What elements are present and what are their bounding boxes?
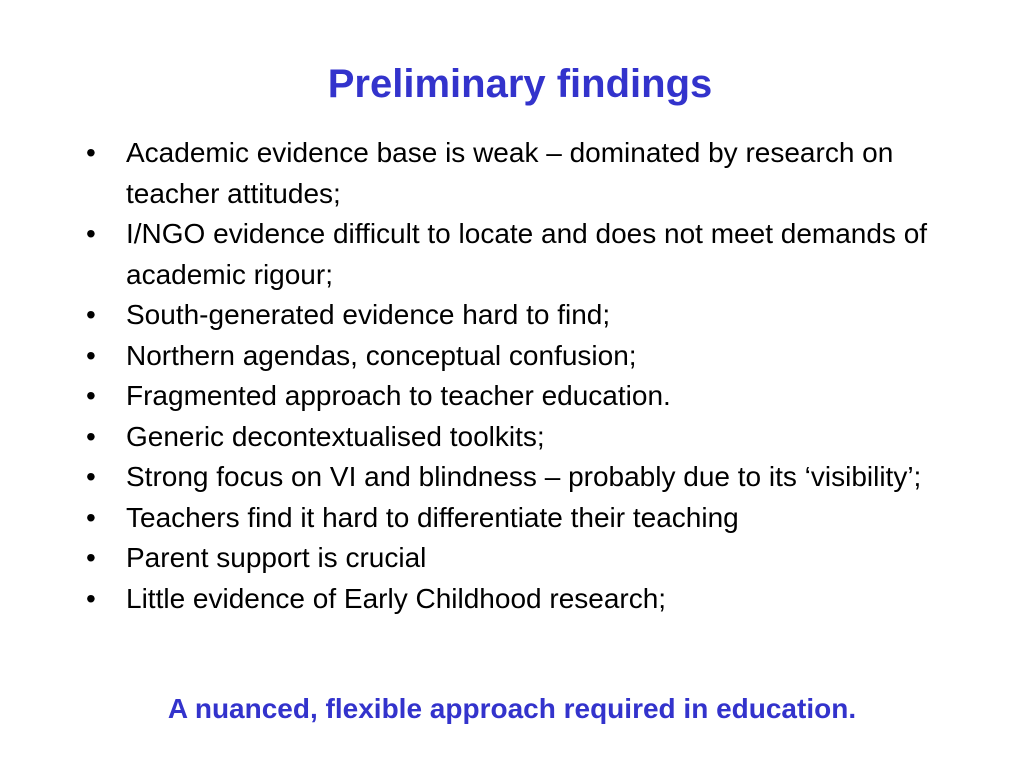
bullet-marker: • (86, 339, 96, 371)
bullet-marker: • (86, 380, 96, 411)
bullet-marker: • (86, 461, 96, 492)
list-item (0, 579, 1024, 620)
list-item (0, 133, 1024, 214)
conclusion-text: A nuanced, flexible approach required in education. (167, 693, 857, 724)
bullet-text: South-generated evidence hard to find; (126, 299, 611, 330)
bullet-text: Teachers find it hard to differentiate their teaching (126, 501, 739, 533)
bullet-marker: • (86, 137, 96, 168)
bullet-text: I/NGO evidence difficult to locate and does not meet demands of academic rigour; (126, 218, 928, 290)
bullet-text: Little evidence of Early Childhood research; (126, 582, 667, 614)
list-item (0, 336, 1024, 377)
list-item (0, 417, 1024, 458)
findings-list (0, 133, 1024, 619)
bullet-marker: • (86, 218, 96, 249)
bullet-text: Northern agendas, conceptual confusion; (126, 339, 637, 371)
bullet-text: Strong focus on VI and blindness – probably due to its ‘visibility’; (126, 461, 922, 492)
bullet-marker: • (86, 501, 96, 533)
list-item (0, 295, 1024, 336)
bullet-marker: • (86, 299, 96, 330)
list-item (0, 214, 1024, 295)
bullet-text: Parent support is crucial (126, 542, 427, 573)
list-item (0, 498, 1024, 539)
bullet-marker: • (86, 542, 96, 573)
list-item (0, 538, 1024, 579)
bullet-text: Academic evidence base is weak – dominated by research on teacher attitudes; (126, 137, 894, 209)
bullet-marker: • (86, 582, 96, 614)
slide-title: Preliminary findings (327, 62, 713, 106)
bullet-text: Generic decontextualised toolkits; (126, 420, 545, 452)
list-item (0, 376, 1024, 417)
bullet-marker: • (86, 420, 96, 452)
list-item (0, 457, 1024, 498)
bullet-text: Fragmented approach to teacher education. (126, 380, 671, 411)
